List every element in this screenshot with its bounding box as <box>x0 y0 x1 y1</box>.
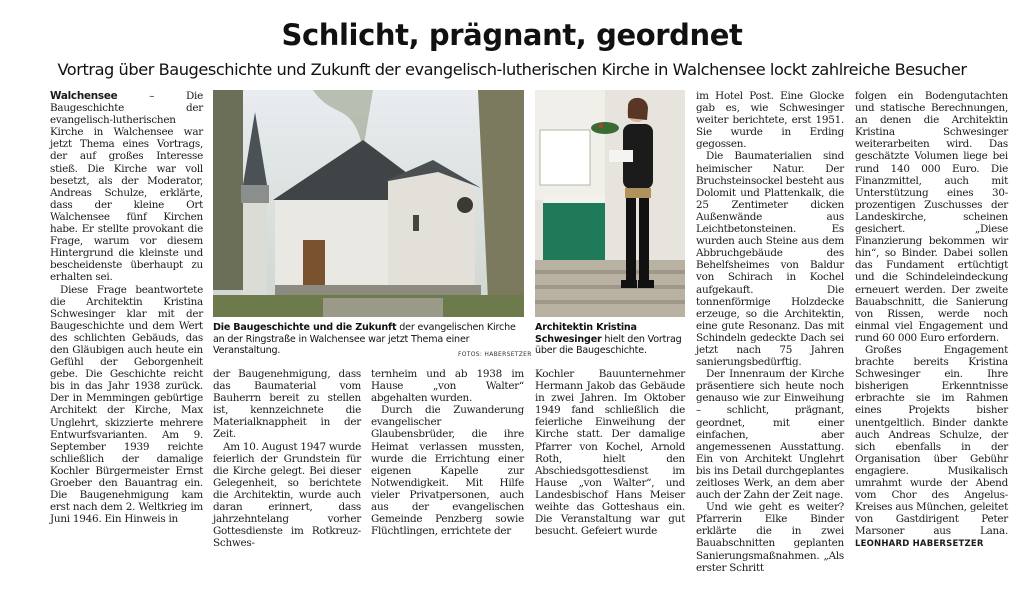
dateline: Walchensee <box>50 90 118 102</box>
subheadline: Vortrag über Baugeschichte und Zukunft der evangelisch-lutherischen Kirche in Walchensee lockt zahlreiche Besucher <box>57 60 967 79</box>
paragraph: folgen ein Bodengutachten und statische Berechnungen, an denen die Architektin Kristina Schwesinger weiterarbeiten wird. Das geschätzte Volumen liege bei rund 140 000 Euro. Die Finanzmittel, auch mit Unterstützung eines 30-prozentigen Zuschusses der Landeskirche, scheinen gesichert. „Diese Finanzierung bekommen wir hin“, so Binder. Dabei sollen das Fundament ertüchtigt und die Schindeleindeckung erneuert werden. Der zweite Bauabschnitt, die Sanierung von Rissen, werde noch einmal viel Engagement und rund 60 000 Euro erfordern. <box>855 90 1008 344</box>
church-illustration <box>213 90 524 317</box>
paragraph: Walchensee – Die Baugeschichte der evangelisch-lutherischen Kirche in Walchensee war jetzt Thema eines Vortrags, der auf großes Interesse stieß. Die Kirche war voll besetzt, als der Moderator, Andreas Schulze, erklärte, dass der kleine Ort Walchensee fünf Kirchen habe. Er stellte provokant die Frage, warum vor diesem Hintergrund die kleinste und bescheidenste überhaupt zu erhalten sei. <box>50 90 203 284</box>
photo-credit: FOTOS: HABERSETZER <box>458 351 532 358</box>
paragraph: Diese Frage beantwortete die Architektin Kristina Schwesinger klar mit der Baugeschichte und dem Wert des schlichten Gebäuds, das den Gläubigen auch heute ein Gefühl der Geborgenheit gebe. Die Geschichte reicht bis in das Jahr 1938 zurück. Der in Memmingen gebürtige Architekt der Kirche, Max Unglehrt, skizzierte mehrere Entwurfsvarianten. Am 9. September 1939 reichte schließlich der damalige Kochler Bürgermeister Ernst Groeber den Bauantrag ein. Die Baugenehmigung kam erst nach dem 2. Weltkrieg im Juni 1946. Ein Hinweis in <box>50 283 203 526</box>
paragraph: Durch die Zuwanderung evangelischer Glaubensbrüder, die ihre Heimat verlassen mussten, wurde die Errichtung einer eigenen Kapelle zur Notwendigkeit. Mit Hilfe vieler Privatpersonen, auch aus der evangelischen Gemeinde Penzberg sowie Flüchtlingen, errichtete der <box>371 404 524 538</box>
paragraph: Die Baumaterialien sind heimischer Natur. Der Bruchsteinsockel besteht aus Dolomit und Plattenkalk, die 25 Zentimeter dicken Außenwände aus Leichtbetonsteinen. Es wurden auch Steine aus dem Abbruchgebäude des Behelfsheimes von Baldur von Schirach in Kochel aufgekauft. Die tonnenförmige Holzdecke erzeuge, so die Architektin, eine gute Resonanz. Das mit Schindeln gedeckte Dach sei jetzt nach 75 Jahren sanierungsbedürftig. <box>696 150 844 369</box>
column-5 <box>696 90 844 574</box>
column-2 <box>213 368 361 552</box>
column-6 <box>855 90 1008 552</box>
architect-illustration <box>535 90 685 317</box>
paragraph: ternheim und ab 1938 im Hause „von Walter“ abgehalten wurden. <box>371 368 524 405</box>
column-1 <box>50 90 203 550</box>
paragraph: Am 10. August 1947 wurde feierlich der Grundstein für die Kirche gelegt. Bei dieser Gelegenheit, so berichtete die Architektin, wurde auch daran erinnert, dass jahrzehntelang vorher Gottesdienste im Rotkreuz-Schwes- <box>213 440 361 550</box>
column-3 <box>371 368 524 552</box>
column-4 <box>535 368 685 552</box>
headline: Schlicht, prägnant, geordnet <box>281 18 743 52</box>
paragraph: der Baugenehmigung, dass das Baumaterial vom Bauherrn bereit zu stellen ist, kennzeichnete die Materialknappheit in der Zeit. <box>213 368 361 441</box>
architect-photo <box>535 90 685 317</box>
paragraph: im Hotel Post. Eine Glocke gab es, wie Schwesinger weiter berichtete, erst 1951. Sie wurde in Erding gegossen. <box>696 90 844 151</box>
byline: LEONHARD HABERSETZER <box>855 539 984 550</box>
paragraph: Der Innenraum der Kirche präsentiere sich heute noch genauso wie zur Einweihung – schlicht, prägnant, geordnet, mit einer einfachen, aber angemessenen Ausstattung. Ein von Architekt Unglehrt bis ins Detail durchgeplantes zeitloses Werk, an dem aber auch der Zahn der Zeit nage. <box>696 368 844 502</box>
paragraph: Und wie geht es weiter? Pfarrerin Elke Binder erklärte die in zwei Bauabschnitten geplanten Sanierungsmaßnahmen. „Als erster Schritt <box>696 501 844 574</box>
architect-photo-caption: Architektin Kristina Schwesinger hielt den Vortrag über die Baugeschichte. <box>535 322 682 357</box>
paragraph: Kochler Bauunternehmer Hermann Jakob das Gebäude in zwei Jahren. Im Oktober 1949 fand schließlich die feierliche Einweihung der Kirche statt. Der damalige Pfarrer von Kochel, Arnold Roth, hielt den Abschiedsgottesdienst im Hause „von Walter“, und Landesbischof Hans Meiser weihte das Gotteshaus ein. Die Veranstaltung war gut besucht. Gefeiert wurde <box>535 368 685 538</box>
paragraph: Großes Engagement brachte bereits Kristina Schwesinger ein. Ihre bisherigen Erkenntnisse erbrachte sie im Rahmen eines Projekts bisher unentgeltlich. Binder dankte auch Andreas Schulze, der sich ebenfalls in der Organisation über Gebühr engagiere. Musikalisch umrahmt wurde der Abend vom Chor des Angelus-Kreises aus München, geleitet von Gastdirigent Peter Marsoner aus Lana. LEONHARD HABERSETZER <box>855 343 1008 550</box>
church-photo <box>213 90 524 317</box>
church-photo-caption: Die Baugeschichte und die Zukunft der evangelischen Kirche an der Ringstraße in Walchensee war jetzt Thema einer Veranstaltung. <box>213 322 516 357</box>
